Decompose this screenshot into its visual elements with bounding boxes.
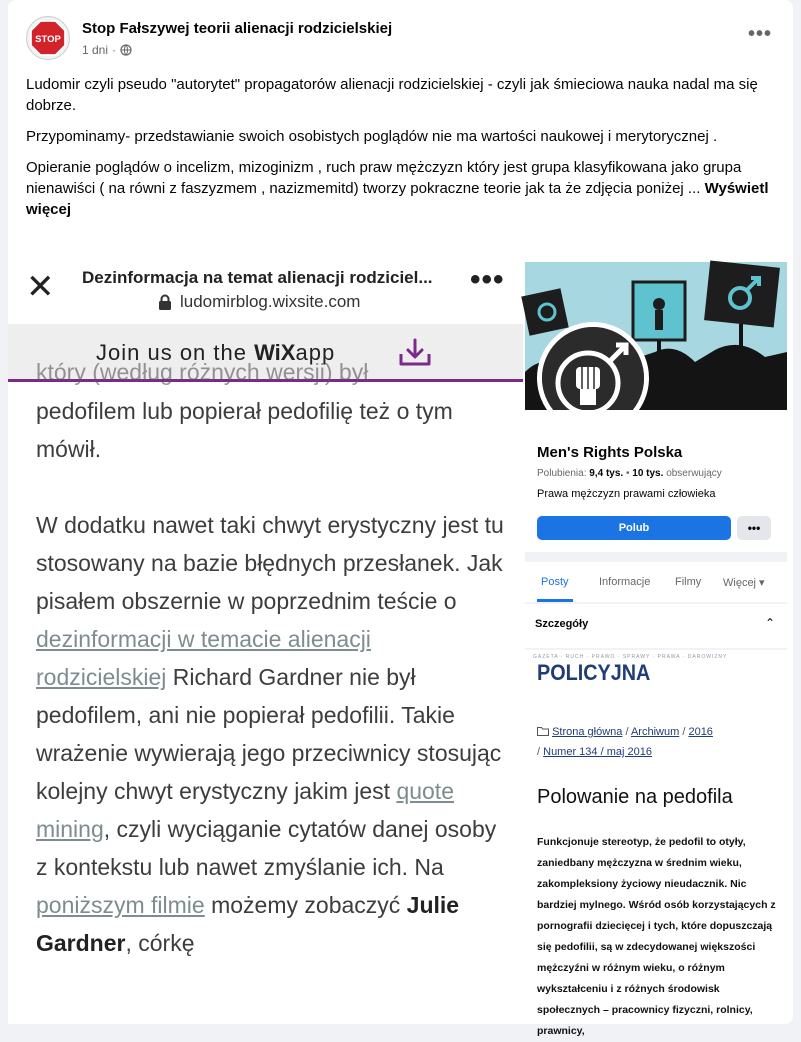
details-label: Szczegóły xyxy=(535,618,589,630)
article-link: poniższym filmie xyxy=(36,892,205,918)
download-icon xyxy=(398,338,432,368)
gazeta-logo: POLICYJNA xyxy=(537,660,651,685)
article-link: quote mining xyxy=(36,778,454,842)
followers-value: 10 tys. xyxy=(632,468,664,479)
tab-videos: Filmy xyxy=(675,576,702,588)
tab-info: Informacje xyxy=(599,576,651,588)
folder-icon xyxy=(537,726,549,736)
post-card xyxy=(8,0,793,1037)
page-tabs xyxy=(525,562,787,602)
likes-label: Polubienia: xyxy=(537,468,587,479)
article-text: , czyli wyciąganie cytatów danej osoby z kontekstu lub nawet zmyślanie ich. Na xyxy=(36,816,497,880)
browser-menu-icon: ••• xyxy=(470,263,505,296)
blog-article-text xyxy=(36,359,506,1000)
stop-sign-text: STOP xyxy=(35,33,61,45)
followers-label: obserwujący xyxy=(666,468,722,479)
newspaper-article xyxy=(525,650,787,1037)
browser-title: Dezinformacja na temat alienacji rodziciel... xyxy=(82,268,433,287)
lock-icon xyxy=(158,294,172,310)
browser-url-text: ludomirblog.wixsite.com xyxy=(180,292,361,311)
post-more-button[interactable]: ••• xyxy=(747,23,772,45)
mrp-page-name: Men's Rights Polska xyxy=(537,444,683,461)
article-bold-name: Julie Gardner xyxy=(36,892,460,956)
post-paragraph: Przypominamy- przedstawianie swoich osobistych poglądów nie ma wartości naukowej i merytorycznej . xyxy=(26,128,718,145)
article-text: możemy zobaczyć xyxy=(204,892,407,918)
page-avatar[interactable] xyxy=(26,16,70,60)
post-paragraph-text: Opieranie poglądów o incelizm, mizoginizm , ruch praw mężczyzn który jest grupa klasyfikowana jako grupa nienawiści ( na równi z faszyzmem , nazizmemitd) tworzy pokraczne teorie jak ta że zdjęcia poniżej ... xyxy=(26,159,742,197)
details-section xyxy=(525,604,787,648)
page-more-button: ••• xyxy=(737,516,771,540)
article-body: Funkcjonuje stereotyp, że pedofil to otyły, zaniedbany mężczyzna w średnim wieku, zakompleksiony życiowy nieudacznik. Nic bardziej mylnego. Wśród osób korzystających z pornografii dziecięcej i tych, które dopuszczają się pedofilii, są w zdecydowanej większości mężczyźni w różnym wieku, o różnym wykształceniu i z różnych środowisk społecznych – pracownicy fizyczni, rolnicy, prawnicy, xyxy=(537,836,776,1037)
post-paragraph: Ludomir czyli pseudo "autorytet" propagatorów alienacji rodzicielskiej - czyli jak śmieciowa nauka nadal ma się dobrze. xyxy=(26,76,758,114)
close-icon: ✕ xyxy=(26,268,55,306)
crumb-issue: Numer 134 / maj 2016 xyxy=(543,746,652,758)
crumb-separator: / xyxy=(682,726,686,738)
crumb-home: Strona główna xyxy=(552,726,623,738)
attached-image-left[interactable] xyxy=(8,262,523,1024)
breadcrumb xyxy=(537,722,777,762)
crumb-separator: / xyxy=(625,726,629,738)
tab-more: Więcej ▾ xyxy=(723,577,765,589)
globe-icon xyxy=(120,44,132,56)
post-paragraph xyxy=(26,157,778,220)
crumb-archive: Archiwum xyxy=(630,726,680,738)
stats-bullet: • xyxy=(625,468,630,479)
browser-url xyxy=(158,292,360,312)
attached-image-right[interactable] xyxy=(525,262,787,1037)
post-page-name[interactable]: Stop Fałszywej teorii alienacji rodzicielskiej xyxy=(82,20,393,37)
article-text: , córkę xyxy=(125,930,195,956)
post-header xyxy=(26,14,776,60)
article-text: Richard Gardner nie był pedofilem, ani nie popierał pedofilii. Takie wrażenie wywierają jego przeciwnicy stosując kolejny chwyt erystyczny jakim jest xyxy=(36,664,502,804)
page-info-box xyxy=(525,410,787,552)
post-time[interactable]: 1 dni xyxy=(82,43,109,57)
post-text xyxy=(26,74,778,230)
like-page-button: Polub xyxy=(537,516,731,540)
tab-posts: Posty xyxy=(541,576,569,588)
page-stats xyxy=(537,468,722,479)
article-link: dezinformacji w temacie alienacji rodzicielskiej xyxy=(36,626,371,690)
wix-suffix: app xyxy=(295,340,336,365)
wix-prefix: Join us on the xyxy=(96,340,255,365)
article-title: Polowanie na pedofila xyxy=(537,786,733,808)
browser-bar xyxy=(8,262,523,324)
chevron-up-icon: ⌃ xyxy=(764,616,775,630)
active-tab-indicator xyxy=(537,599,573,602)
post-meta xyxy=(82,43,132,57)
article-paragraph: pedofilem lub popierał pedofilię też o tym mówił. xyxy=(36,398,453,462)
stop-sign-icon xyxy=(29,19,67,57)
meta-separator: · xyxy=(112,43,117,57)
gazeta-header-small: GAZETA · RUCH · PRAWO · SPRAWY · PRAWA · DAROWIZNY xyxy=(533,654,728,660)
article-paragraph xyxy=(36,506,506,962)
article-cut-line: który (według różnych wersji) był xyxy=(36,359,369,385)
wix-brand: WiX xyxy=(254,340,296,365)
article-text: W dodatku nawet taki chwyt erystyczny jest tu stosowany na bazie błędnych przesłanek. Jak pisałem obszernie w poprzednim teście o xyxy=(36,512,504,614)
see-more-link[interactable]: Wyświetl więcej xyxy=(26,180,769,218)
likes-value: 9,4 tys. xyxy=(589,468,624,479)
crumb-year: 2016 xyxy=(688,726,713,738)
page-description: Prawa mężczyzn prawami człowieka xyxy=(537,488,716,500)
crumb-separator: / xyxy=(537,746,541,758)
